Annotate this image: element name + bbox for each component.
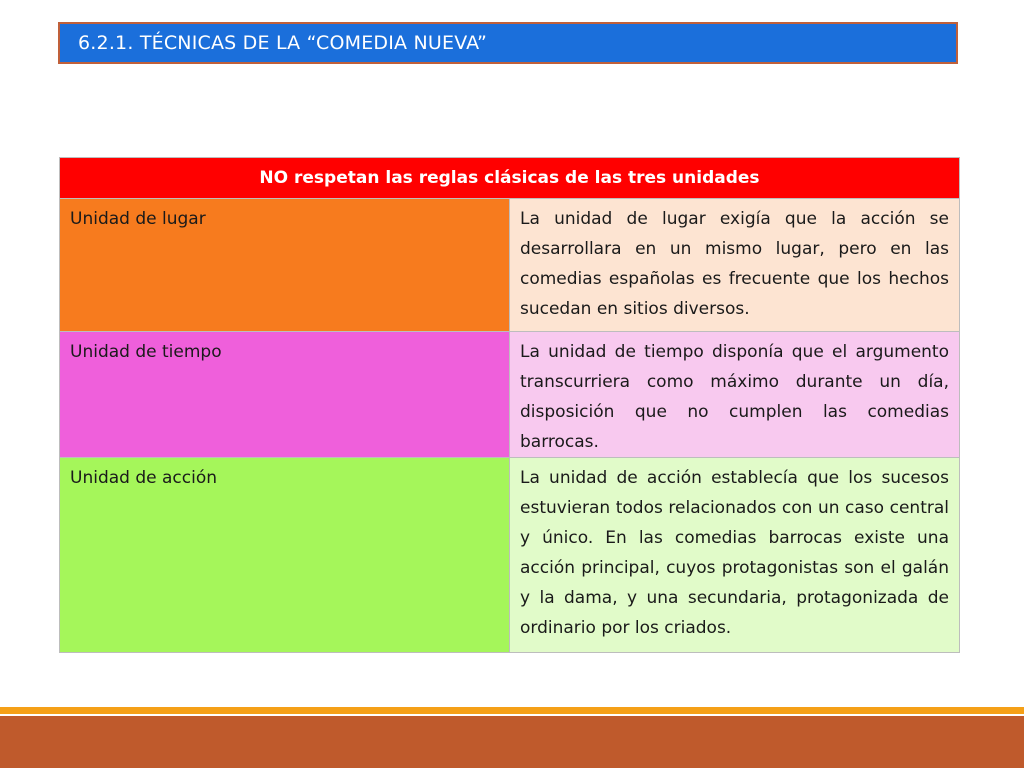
table-row-tiempo xyxy=(60,332,960,458)
footer-accent-stripe xyxy=(0,707,1024,714)
table-heading: NO respetan las reglas clásicas de las tres unidades xyxy=(60,158,960,199)
table-header-row xyxy=(60,158,960,199)
row-description-tiempo: La unidad de tiempo disponía que el argumento transcurriera como máximo durante un día, disposición que no cumplen las comedias barrocas. xyxy=(510,332,960,458)
row-label-tiempo: Unidad de tiempo xyxy=(60,332,510,458)
title-bar xyxy=(58,22,958,64)
footer-stripe xyxy=(0,716,1024,768)
slide-title: 6.2.1. TÉCNICAS DE LA “COMEDIA NUEVA” xyxy=(78,32,488,54)
row-label-lugar: Unidad de lugar xyxy=(60,199,510,332)
row-label-accion: Unidad de acción xyxy=(60,458,510,653)
row-description-lugar: La unidad de lugar exigía que la acción se desarrollara en un mismo lugar, pero en las comedias españolas es frecuente que los hechos sucedan en sitios diversos. xyxy=(510,199,960,332)
row-description-accion: La unidad de acción establecía que los sucesos estuvieran todos relacionados con un caso central y único. En las comedias barrocas existe una acción principal, cuyos protagonistas son el galán y la dama, y una secundaria, protagonizada de ordinario por los criados. xyxy=(510,458,960,653)
table-row-lugar xyxy=(60,199,960,332)
table-row-accion xyxy=(60,458,960,653)
three-unities-table xyxy=(59,157,960,653)
